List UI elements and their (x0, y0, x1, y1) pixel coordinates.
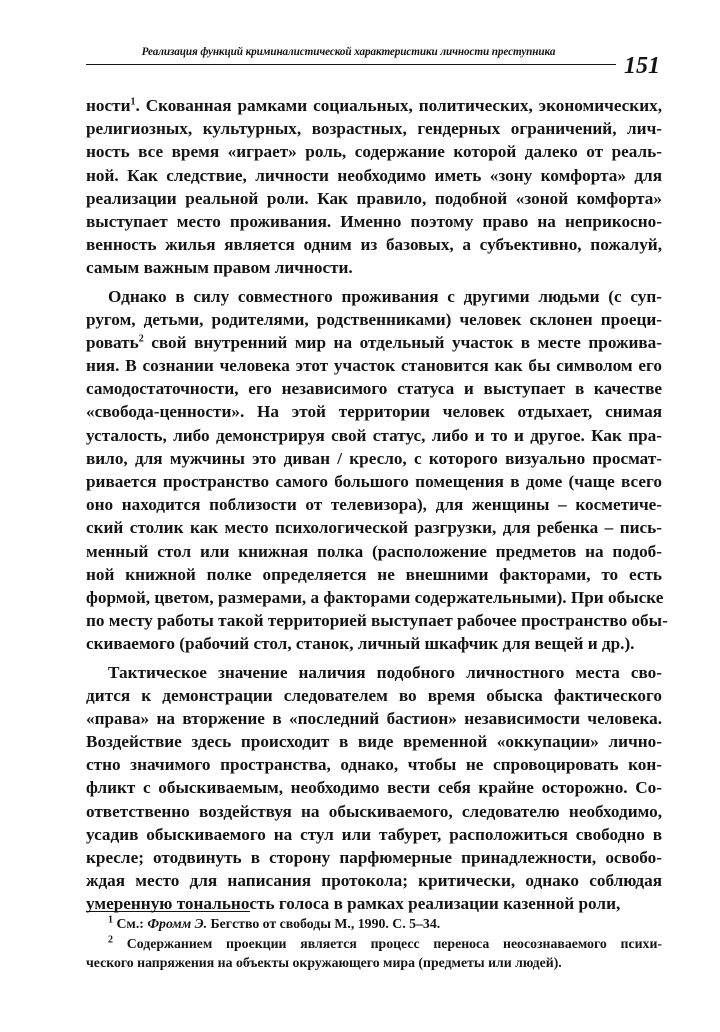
text-line: Однако в силу совместного проживания с другими людьми (с суп- (108, 286, 662, 306)
footnote-prefix: См.: (116, 916, 148, 931)
footnote-reference: 2 (138, 333, 144, 345)
text-segment: . Скованная рамками социальных, политических, экономических, (135, 96, 662, 115)
text-line: ждая место для написания протокола; критически, однако соблюдая (86, 871, 662, 891)
text-line: ответственно воздействуя на обыскиваемого, следователю необходимо, (86, 801, 662, 821)
text-line: стно значимого пространства, однако, чтобы не спровоцировать кон- (86, 755, 662, 775)
text-line: ния. В сознании человека этот участок становится как бы символом его (86, 356, 662, 376)
text-line (86, 94, 662, 117)
text-line: фликт с обыскиваемым, необходимо вести себя крайне осторожно. Со- (86, 778, 662, 798)
text-line: религиозных, культурных, возрастных, гендерных ограничений, лич- (86, 119, 662, 139)
text-line: ривается пространство самого большого помещения в доме (чаще всего (86, 472, 662, 491)
text-line: «свобода-ценности». На этой территории человек отдыхает, снимая (86, 402, 662, 422)
text-segment: ности (86, 96, 131, 115)
text-segment: свой внутренний мир на отдельный участок в месте прожива- (143, 332, 662, 352)
footnote-text: Содержанием проекции является процесс переноса неосознаваемого психи- (126, 935, 662, 951)
text-line: ной книжной полке определяется не внешними факторами, то есть (86, 564, 662, 584)
text-line: самодостаточности, его независимого статуса и выступает в качестве (86, 379, 662, 399)
header-rule (86, 64, 616, 65)
text-line: ский столик как место психологической разгрузки, для ребенка – пись- (86, 518, 662, 538)
footnote-2-continuation: ческого напряжения на объекты окружающего мира (предметы или людей). (86, 955, 562, 970)
text-line: усадив обыскиваемого на стул или табурет, расположиться свободно в (86, 824, 662, 844)
footnote-text: Бегство от свободы М., 1990. С. 5–34. (207, 916, 441, 931)
text-line: самым важным правом личности. (86, 258, 353, 278)
paragraph (86, 94, 662, 280)
text-line: по месту работы такой территорией выступает рабочее пространство обы- (86, 611, 668, 631)
text-line: оно находится поблизости от телевизора), для женщины – косметиче- (86, 495, 662, 515)
footnote-marker: 2 (108, 933, 113, 945)
text-line: дится к демонстрации следователем во время обыска фактического (86, 685, 662, 705)
text-line (86, 331, 662, 354)
footnote-2 (86, 934, 662, 954)
text-line: реализации реальной роли. Как правило, подобной «зоной комфорта» (86, 188, 662, 208)
text-line: вило, для мужчины это диван / кресло, с которого визуально просмат- (86, 448, 662, 468)
footnote-separator (86, 911, 250, 912)
text-line: венность жилья является одним из базовых, а субъективно, пожалуй, (86, 235, 662, 255)
text-line: ность все время «играет» роль, содержание которой далеко от реаль- (86, 142, 662, 162)
text-line: ругом, детьми, родителями, родственниками) человек склонен проеци- (86, 309, 662, 329)
text-line: формой, цветом, размерами, а факторами содержательными). При обыске (86, 587, 664, 607)
running-head: Реализация функций криминалистической характеристики личности преступника (141, 46, 556, 58)
text-line: ной. Как следствие, личности необходимо иметь «зону комфорта» для (86, 165, 662, 185)
text-line: усталость, либо демонстрируя свой статус, либо и то и другое. Как пра- (86, 425, 662, 445)
body-text (86, 94, 668, 916)
text-line: скиваемого (рабочий стол, станок, личный шкафчик для вещей и др.). (86, 634, 635, 654)
text-line: Воздействие здесь происходит в виде временной «оккупации» лично- (86, 732, 662, 752)
text-line: кресле; отодвинуть в сторону парфюмерные принадлежности, освобо- (86, 848, 662, 867)
text-line: выступает место проживания. Именно поэтому право на неприкосно- (86, 211, 662, 231)
footnote-1 (86, 914, 662, 934)
footnote-reference: 1 (130, 96, 136, 108)
paragraph (86, 661, 662, 916)
text-line: «права» на вторжение в «последний бастион» независимости человека. (86, 708, 662, 728)
footnote-marker: 1 (108, 914, 113, 926)
footnotes (86, 914, 662, 973)
text-line: умеренную тональность голоса в рамках реализации казенной роли, (86, 894, 621, 914)
text-segment: ровать (86, 332, 139, 352)
paragraph (86, 285, 668, 656)
text-line: Тактическое значение наличия подобного личностного места сво- (108, 662, 662, 682)
page-number: 151 (624, 53, 660, 79)
footnote-author: Фромм Э. (147, 916, 208, 931)
text-line: менный стол или книжная полка (расположение предметов на подоб- (86, 541, 662, 561)
